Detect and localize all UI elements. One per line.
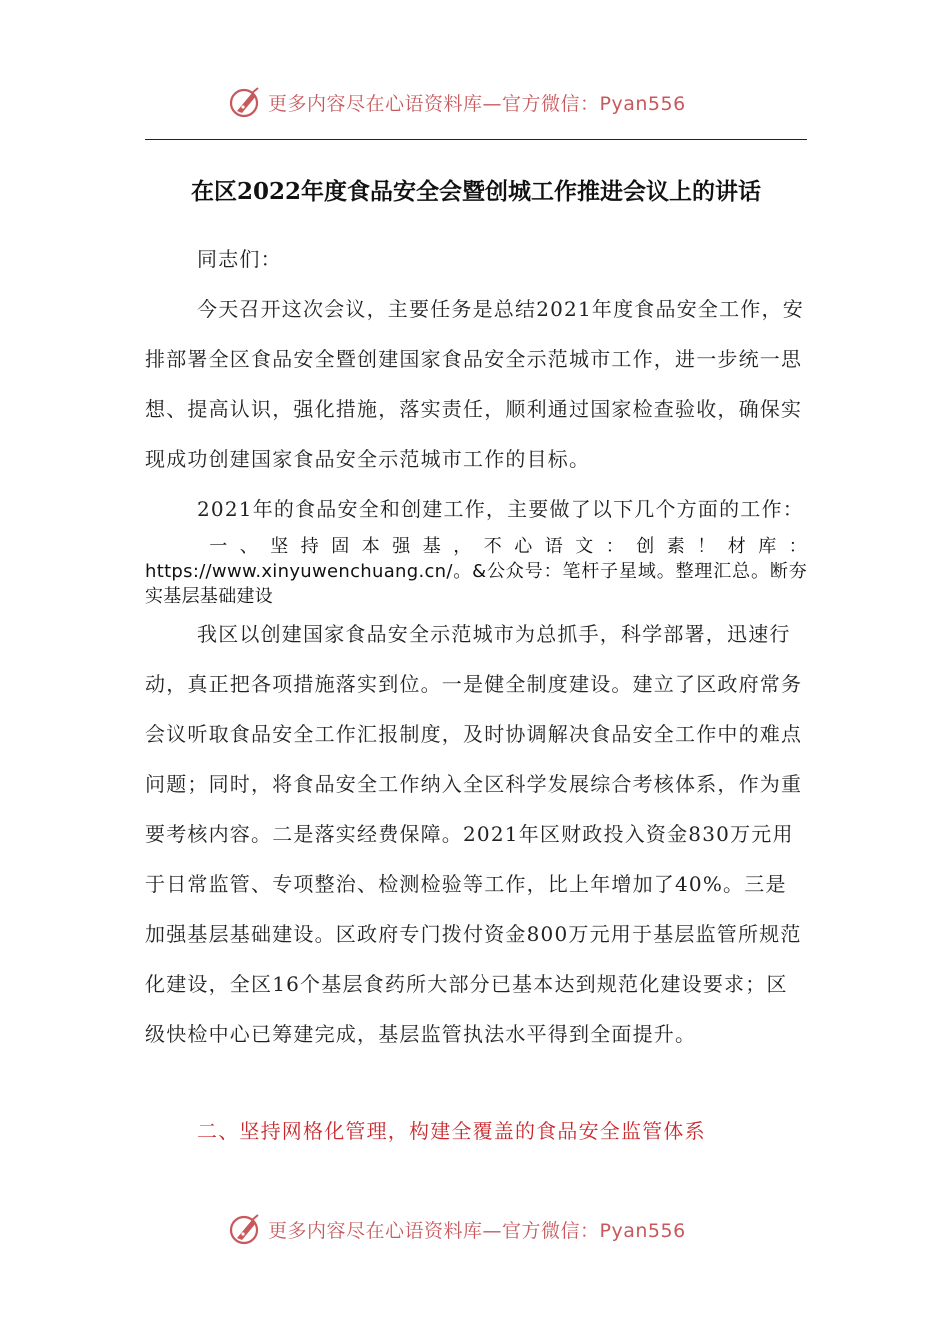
pen-nib-logo-icon xyxy=(228,85,262,119)
section-heading-1: 一、坚持固本强基，不心语文：创素！材库：https://www.xinyuwenchuang.cn/。&公众号：笔杆子星域。整理汇总。断夯实基层基础建设 xyxy=(145,536,807,607)
paragraph-2: 2021年的食品安全和创建工作，主要做了以下几个方面的工作： xyxy=(197,497,804,521)
footer-banner xyxy=(228,1211,748,1247)
greeting: 同志们： xyxy=(197,247,282,271)
paragraph-3: 我区以创建国家食品安全示范城市为总抓手，科学部署，迅速行动，真正把各项措施落实到位。一是健全制度建设。建立了区政府常务会议听取食品安全工作汇报制度，及时协调解决食品安全工作中的难点问题；同时，将食品安全工作纳入全区科学发展综合考核体系，作为重要考核内容。二是落实经费保障。2021年区财政投入资金830万元用于日常监管、专项整治、检测检验等工作，比上年增加了40%。三是加强基层基础建设。区政府专门拨付资金800万元用于基层监管所规范化建设，全区16个基层食药所大部分已基本达到规范化建设要求；区级快检中心已筹建完成，基层监管执法水平得到全面提升。 xyxy=(145,622,803,1046)
document-title: 在区2022年度食品安全会暨创城工作推进会议上的讲话 xyxy=(190,178,761,205)
banner-text: 更多内容尽在心语资料库—官方微信：Pyan556 xyxy=(268,1219,686,1242)
section-heading-2: 二、坚持网格化管理，构建全覆盖的食品安全监管体系 xyxy=(197,1119,706,1143)
pen-nib-logo-icon xyxy=(228,1212,262,1246)
banner-text: 更多内容尽在心语资料库—官方微信：Pyan556 xyxy=(268,92,686,115)
paragraph-1: 今天召开这次会议，主要任务是总结2021年度食品安全工作，安排部署全区食品安全暨创建国家食品安全示范城市工作，进一步统一思想、提高认识，强化措施，落实责任，顺利通过国家检查验收，确保实现成功创建国家食品安全示范城市工作的目标。 xyxy=(145,297,804,471)
header-divider xyxy=(145,139,807,140)
header-banner xyxy=(228,84,748,120)
